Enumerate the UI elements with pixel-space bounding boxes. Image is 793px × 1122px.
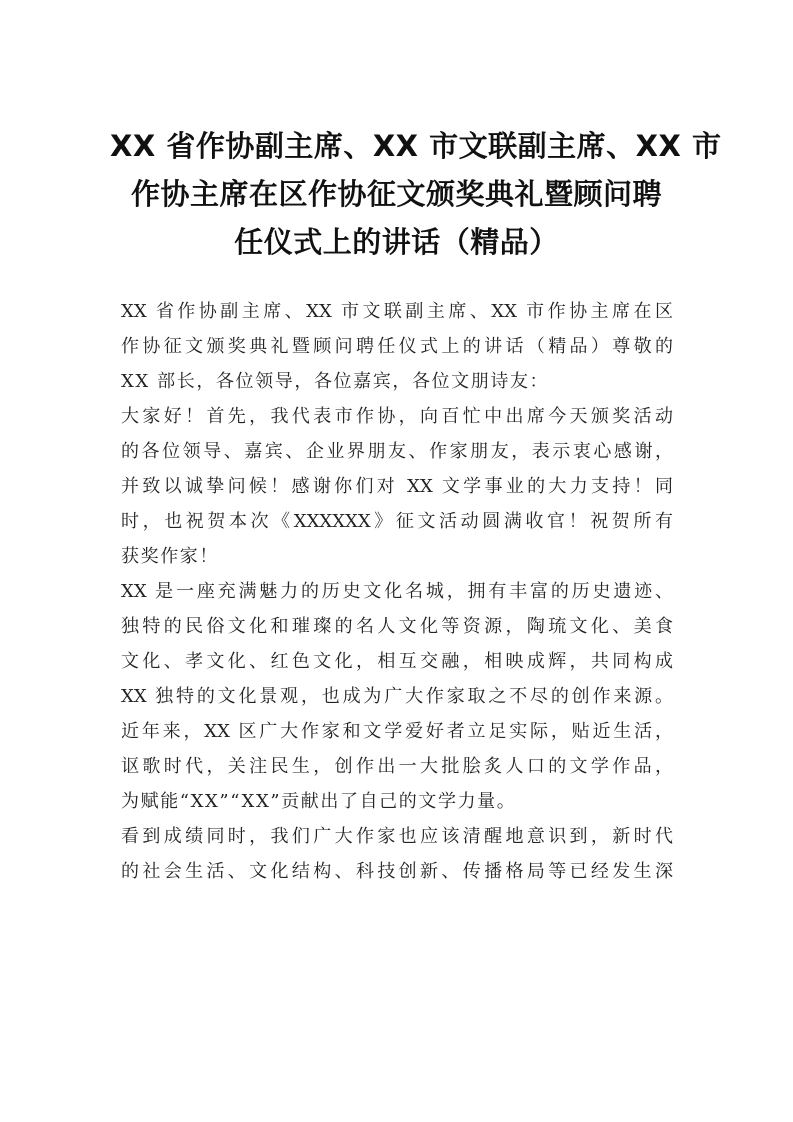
body-line: 独特的民俗文化和璀璨的名人文化等资源，陶琉文化、美食 xyxy=(121,616,673,637)
title-line: 作协主席在区作协征文颁奖典礼暨顾问聘 xyxy=(130,177,662,211)
body-line: 获奖作家！ xyxy=(121,546,219,567)
body-line: 的社会生活、文化结构、科技创新、传播格局等已经发生深 xyxy=(121,861,673,882)
document-body xyxy=(121,294,673,889)
body-line: 的各位领导、嘉宾、企业界朋友、作家朋友，表示衷心感谢， xyxy=(121,441,673,462)
body-line: XX 是一座充满魅力的历史文化名城，拥有丰富的历史遗迹、 xyxy=(121,581,673,602)
body-line: XX 独特的文化景观，也成为广大作家取之不尽的创作来源。 xyxy=(121,686,673,707)
document-title xyxy=(110,122,722,266)
body-line: 时，也祝贺本次《XXXXXX》征文活动圆满收官！祝贺所有 xyxy=(121,511,673,532)
body-line: 作协征文颁奖典礼暨顾问聘任仪式上的讲话（精品）尊敬的 xyxy=(121,336,673,357)
body-line: 近年来，XX 区广大作家和文学爱好者立足实际，贴近生活， xyxy=(121,721,673,742)
body-line: 看到成绩同时，我们广大作家也应该清醒地意识到，新时代 xyxy=(121,826,673,847)
body-line: 文化、孝文化、红色文化，相互交融，相映成辉，共同构成 xyxy=(121,651,673,672)
body-line: XX 部长，各位领导，各位嘉宾，各位文朋诗友： xyxy=(121,371,550,392)
body-line: 大家好！首先，我代表市作协，向百忙中出席今天颁奖活动 xyxy=(121,406,673,427)
body-line: 为赋能“XX”“XX”贡献出了自己的文学力量。 xyxy=(121,791,517,812)
body-line: XX 省作协副主席、XX 市文联副主席、XX 市作协主席在区 xyxy=(121,301,673,322)
title-line: XX 省作协副主席、XX 市文联副主席、XX 市 xyxy=(110,129,722,163)
body-line: 并致以诚挚问候！感谢你们对 XX 文学事业的大力支持！同 xyxy=(121,476,673,497)
title-line: 任仪式上的讲话（精品） xyxy=(234,225,559,259)
body-line: 讴歌时代，关注民生，创作出一大批脍炙人口的文学作品， xyxy=(121,756,673,777)
